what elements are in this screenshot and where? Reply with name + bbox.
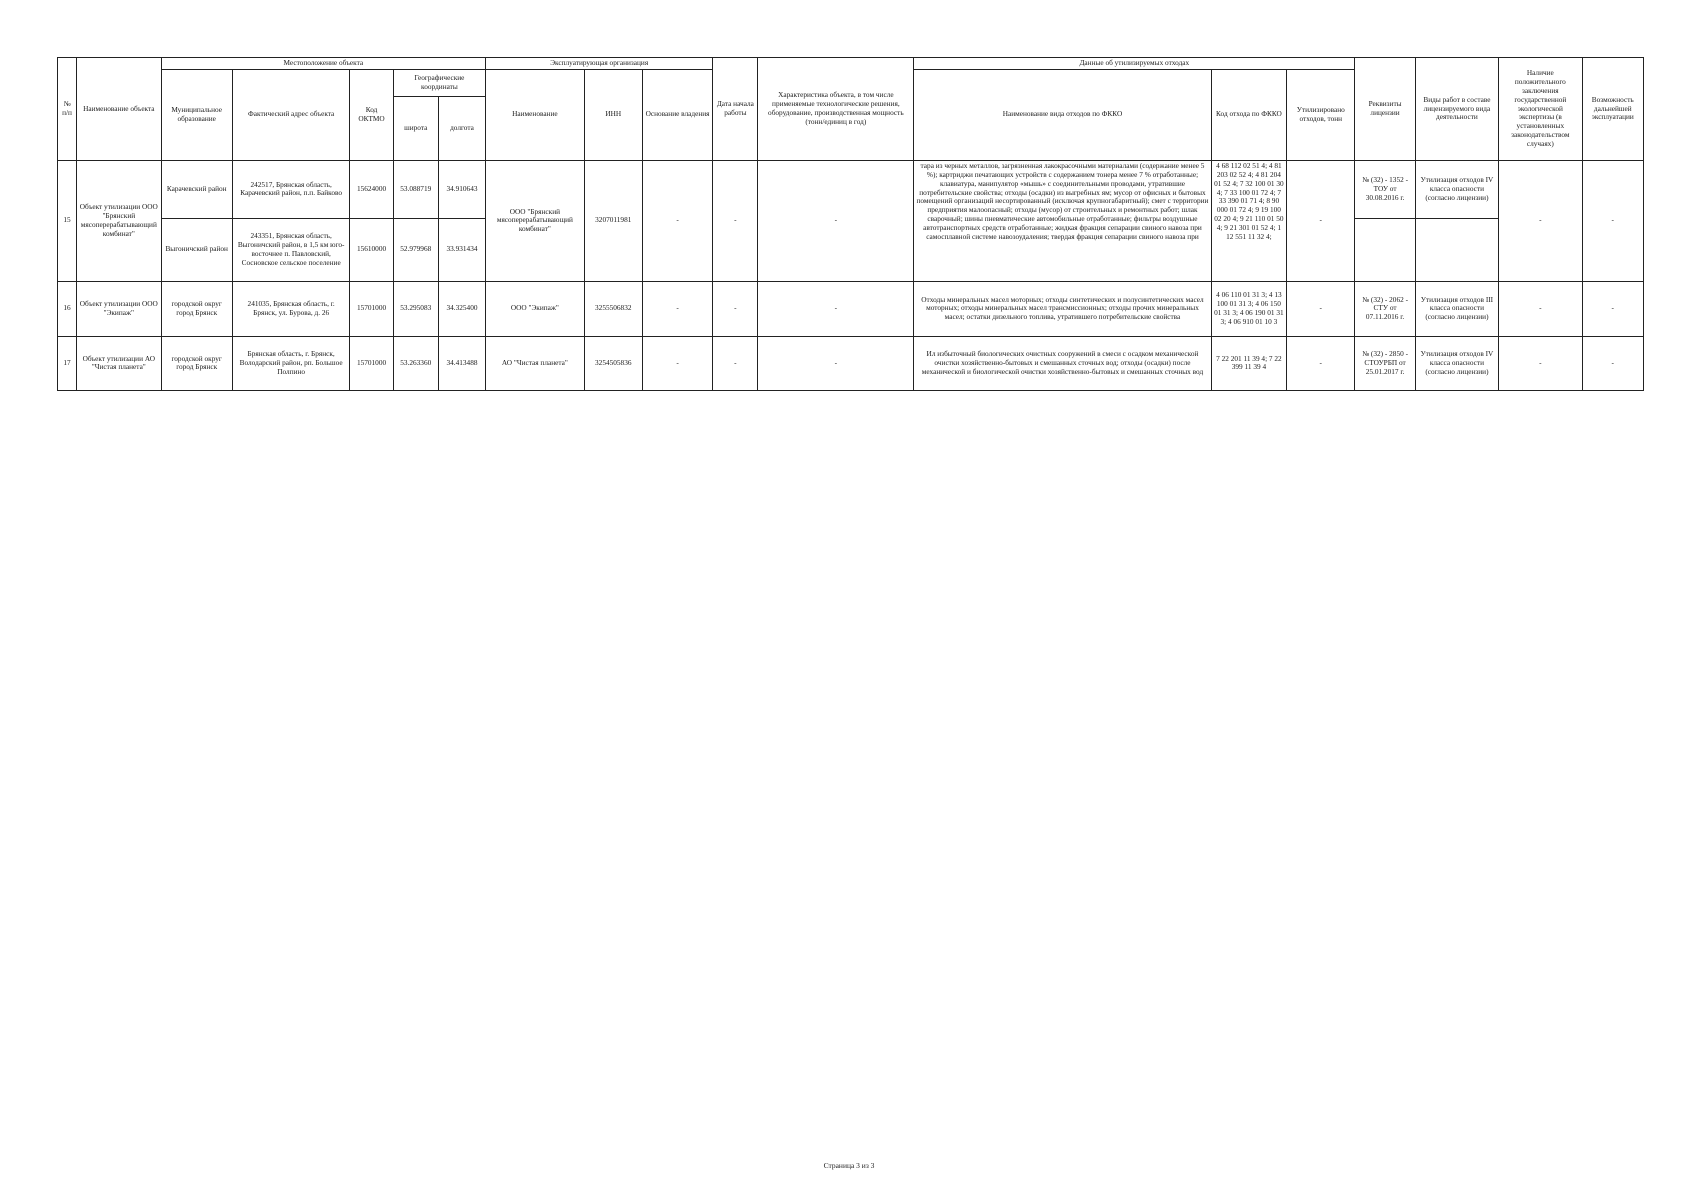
row-waste-codes: 4 06 110 01 31 3; 4 13 100 01 31 3; 4 06 150 01 31 3; 4 06 190 01 31 3; 4 06 910 01 10 3 [1211,281,1286,336]
row-num: 15 [58,160,77,281]
row-waste-codes: 4 68 112 02 51 4; 4 81 203 02 52 4; 4 81 204 01 52 4; 7 32 100 01 30 4; 7 33 100 01 72 4; 7 33 390 01 71 4; 8 90 000 01 72 4; 9 19 100 02 20 4; 9 21 110 01 50 4; 9 21 301 01 52 4; 1 12 551 11 32 4; [1211,160,1286,281]
row-utilized: - [1287,281,1355,336]
header-lat: широта [393,96,438,160]
row-object-name: Объект утилизации АО "Чистая планета" [77,336,161,390]
header-object-name: Наименование объекта [77,58,161,161]
row-license: № (32) - 2850 - СТОУРБП от 25.01.2017 г. [1355,336,1415,390]
header-location-group: Местоположение объекта [161,58,486,70]
row-object-name: Объект утилизации ООО "Экипаж" [77,281,161,336]
row-oktmo: 15701000 [350,336,393,390]
header-oktmo: Код ОКТМО [350,69,393,160]
table-row [58,281,1644,336]
header-operator-group: Эксплуатирующая организация [486,58,713,70]
row-utilized: - [1287,336,1355,390]
header-start-date: Дата начала работы [713,58,758,161]
row-org-name: ООО "Экипаж" [486,281,584,336]
row-work-types: Утилизация отходов IV класса опасности (согласно лицензии) [1415,160,1498,218]
row-oktmo: 15701000 [350,281,393,336]
header-waste-group: Данные об утилизируемых отходах [914,58,1355,70]
header-municipality: Муниципальное образование [161,69,232,160]
row-further-use: - [1582,281,1643,336]
header-lon: долгота [438,96,485,160]
row-municipality: Выгоничский район [161,218,232,281]
row-waste-codes: 7 22 201 11 39 4; 7 22 399 11 39 4 [1211,336,1286,390]
row-inn: 3254505836 [584,336,642,390]
row-work-types: Утилизация отходов III класса опасности (согласно лицензии) [1415,281,1498,336]
row-oktmo: 15624000 [350,160,393,218]
header-license: Реквизиты лицензии [1355,58,1415,161]
row-start-date: - [713,336,758,390]
row-work-types-empty [1415,218,1498,281]
waste-facilities-table [57,57,1644,391]
table-row [58,160,1644,218]
row-license: № (32) - 2062 - СТУ от 07.11.2016 г. [1355,281,1415,336]
row-object-name: Объект утилизации ООО "Брянский мясоперерабатывающий комбинат" [77,160,161,281]
row-start-date: - [713,160,758,281]
header-further-use: Возможность дальнейшей эксплуатации [1582,58,1643,161]
row-num: 17 [58,336,77,390]
row-municipality: городской округ город Брянск [161,336,232,390]
header-inn: ИНН [584,69,642,160]
row-work-types: Утилизация отходов IV класса опасности (согласно лицензии) [1415,336,1498,390]
row-municipality: Карачевский район [161,160,232,218]
row-waste-names: Ил избыточный биологических очистных сооружений в смеси с осадком механической очистки хозяйственно-бытовых и смешанных сточных вод; отходы (осадки) после механической и биологической очистки хозяйственно-бытовых и смешанных сточных вод [914,336,1211,390]
row-lat: 53.263360 [393,336,438,390]
row-ownership: - [642,336,712,390]
row-num: 16 [58,281,77,336]
row-lon: 34.910643 [438,160,485,218]
row-further-use: - [1582,336,1643,390]
row-ownership: - [642,281,712,336]
header-characteristics: Характеристика объекта, в том числе применяемые технологические решения, оборудование, производственная мощность (тонн/единиц в год) [758,58,914,161]
row-characteristics: - [758,160,914,281]
row-characteristics: - [758,336,914,390]
row-lat: 53.295083 [393,281,438,336]
row-ownership: - [642,160,712,281]
header-org-name: Наименование [486,69,584,160]
table-row [58,336,1644,390]
row-address: 243351, Брянская область, Выгоничский район, в 1,5 км юго-восточнее п. Павловский, Сосновское сельское поселение [232,218,350,281]
header-waste-name: Наименование вида отходов по ФККО [914,69,1211,160]
row-waste-names: тара из черных металлов, загрязненная лакокрасочными материалами (содержание менее 5 %); картриджи печатающих устройств с содержанием тонера менее 7 % отработанные; клавиатура, манипулятор «мышь» с соединительными проводами, утратившие потребительские свойства; отходы (осадки) из выгребных ям; мусор от офисных и бытовых помещений организаций несортированный (исключая крупногабаритный); смет с территории предприятия малоопасный; отходы (мусор) от строительных и ремонтных работ; шлак сварочный; шины пневматические автомобильные отработанные; фильтры воздушные автотранспортных средств отработанные; жидкая фракция сепарации свиного навоза при самосплавной системе навозоудаления; твердая фракция сепарации свиного навоза при [914,160,1211,281]
row-org-name: ООО "Брянский мясоперерабатывающий комбинат" [486,160,584,281]
row-lon: 34.325400 [438,281,485,336]
header-work-types: Виды работ в составе лицензируемого вида деятельности [1415,58,1498,161]
row-lon: 33.931434 [438,218,485,281]
header-num: № п/п [58,58,77,161]
row-expertise: - [1499,160,1582,281]
row-license: № (32) - 1352 - ТОУ от 30.08.2016 г. [1355,160,1415,218]
row-address: Брянская область, г. Брянск, Володарский район, рп. Большое Полпино [232,336,350,390]
header-ownership: Основание владения [642,69,712,160]
page-number: Страница 3 из 3 [823,1161,875,1170]
header-expertise: Наличие положительного заключения государственной экологической экспертизы (в установленных законодательством случаях) [1499,58,1582,161]
header-waste-code: Код отхода по ФККО [1211,69,1286,160]
row-lat: 53.088719 [393,160,438,218]
header-geo-group: Географические координаты [393,69,486,96]
table-header [58,58,1644,161]
row-expertise: - [1499,336,1582,390]
row-lat: 52.979968 [393,218,438,281]
row-municipality: городской округ город Брянск [161,281,232,336]
header-address: Фактический адрес объекта [232,69,350,160]
row-oktmo: 15610000 [350,218,393,281]
row-address: 241035, Брянская область, г. Брянск, ул. Бурова, д. 26 [232,281,350,336]
header-utilized: Утилизировано отходов, тонн [1287,69,1355,160]
row-org-name: АО "Чистая планета" [486,336,584,390]
row-start-date: - [713,281,758,336]
row-characteristics: - [758,281,914,336]
row-waste-names: Отходы минеральных масел моторных; отходы синтетических и полусинтетических масел моторных; отходы минеральных масел трансмиссионных; отходы прочих минеральных масел; остатки дизельного топлива, утратившего потребительские свойства [914,281,1211,336]
row-lon: 34.413488 [438,336,485,390]
row-expertise: - [1499,281,1582,336]
row-inn: 3255506832 [584,281,642,336]
row-further-use: - [1582,160,1643,281]
row-inn: 3207011981 [584,160,642,281]
row-utilized: - [1287,160,1355,281]
row-address: 242517, Брянская область, Карачевский район, п.п. Байково [232,160,350,218]
row-license-empty [1355,218,1415,281]
